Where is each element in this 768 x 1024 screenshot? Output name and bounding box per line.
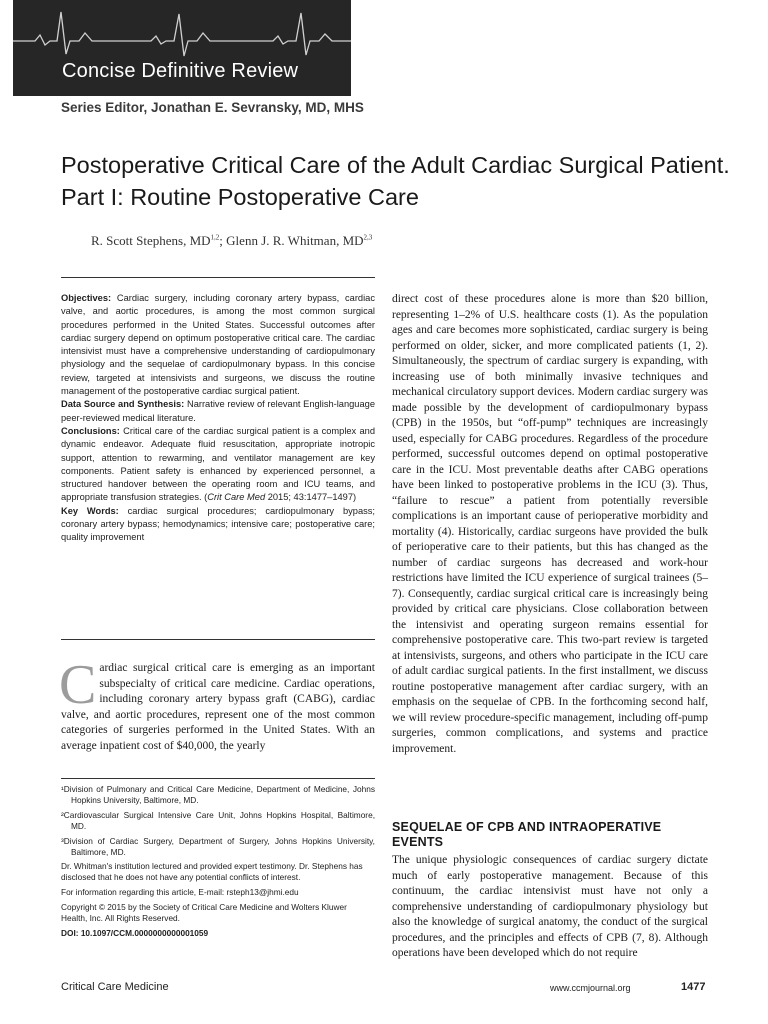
citation-details: 2015; 43:1477–1497) (265, 492, 357, 503)
abstract-objectives (61, 292, 375, 398)
body-paragraph: The unique physiologic consequences of cardiac surgery dictate much of early postoperative management. Because of this continuum, the cardiac intensivist must have not only a comprehensive understanding of cardiopulmonary physiology but also the knowledge of surgical anatomy, the conduct of the surgical procedures, and the principles and effects of CPB (7, 8). Although operations have been developed which do not require (392, 854, 708, 959)
objectives-label: Objectives: (61, 293, 112, 303)
author-list (91, 233, 372, 249)
article-title: Postoperative Critical Care of the Adult Cardiac Surgical Patient. Part I: Routine Postoperative Care (61, 152, 730, 210)
affiliation-note: ³Division of Cardiac Surgery, Department of Surgery, Johns Hopkins University, Baltimore, MD. (61, 835, 375, 857)
affiliation-note: ²Cardiovascular Surgical Intensive Care Unit, Johns Hopkins Hospital, Baltimore, MD. (61, 809, 375, 831)
affiliation-note: ¹Division of Pulmonary and Critical Care Medicine, Department of Medicine, Johns Hopkins University, Baltimore, MD. (61, 784, 375, 805)
divider (61, 639, 375, 640)
objectives-text: Cardiac surgery, including coronary artery bypass, cardiac valve, and aortic procedures, is among the most common surgical procedures performed in the United States. Successful outcomes after cardiac surgery depend on optimum postoperative critical care. The cardiac intensivist must have a comprehensive understanding of cardiopulmonary physiology and the sequelae of cardiopulmonary bypass. In this concise review, targeted at intensivists and surgeons, we discuss the routine management of the postoperative cardiac surgical patient. (61, 293, 375, 397)
body-text-column (392, 292, 708, 757)
journal-name: Critical Care Medicine (61, 981, 169, 993)
author-name: R. Scott Stephens, MD (91, 233, 211, 248)
conclusions-text: Critical care of the cardiac surgical patient is a complex and dynamic endeavor. Adequate fluid resuscitation, appropriate inotropic support, attention to rewarming, and ventilator management are key components. Patient safety is enhanced by experienced personnel, a structured handover between the operating room and ICU teams, and appropriate transfusion strategies. ( (61, 425, 375, 503)
author-name: Glenn J. R. Whitman, MD (226, 233, 364, 248)
section-heading: SEQUELAE OF CPB AND INTRAOPERATIVE EVENTS (392, 820, 662, 849)
journal-url: www.ccmjournal.org (550, 983, 631, 993)
banner-title: Concise Definitive Review (62, 60, 299, 82)
citation-journal: Crit Care Med (207, 492, 266, 503)
series-banner (13, 0, 351, 96)
abstract-conclusions (61, 425, 375, 505)
footnotes (61, 784, 375, 943)
drop-cap: C (59, 654, 97, 716)
doi: DOI: 10.1097/CCM.0000000000001059 (61, 927, 209, 938)
author-separator: ; (219, 233, 227, 248)
keywords-text: cardiac surgical procedures; cardiopulmonary bypass; coronary artery bypass; hemodynamics; intensive care; postoperative care; quality improvement (61, 505, 375, 543)
footnote-divider (61, 778, 375, 779)
data-source-label: Data Source and Synthesis: (61, 399, 185, 410)
intro-paragraph (59, 654, 375, 754)
contact-note: For information regarding this article, E-mail: rsteph13@jhmi.edu (61, 887, 299, 898)
keywords-label: Key Words: (61, 505, 119, 516)
body-paragraph: direct cost of these procedures alone is more than $20 billion, representing 1–2% of U.S. healthcare costs (1). As the population ages and care becomes more sophisticated, cardiac surgery is being performed on older, sicker, and more complicated patients (1, 2). Simultaneously, the spectrum of cardiac surgery is expanding, with increasing use of both minimally invasive techniques and mechanical circulatory support devices. Modern cardiac surgery was made possible by the development of cardiopulmonary bypass (CPB) in the 1950s, but “off-pump” techniques are increasingly used, especially for CABG procedures. Regardless of the procedure performed, successful outcomes depend on optimal postoperative care in the ICU. Most preventable deaths after CABG operations have been linked to postoperative problems in the ICU (3). Thus, “failure to rescue” a patient from potentially reversible complications is an important cause of perioperative morbidity and mortality (4). Historically, cardiac surgeons have provided the bulk of perioperative care to their patients, but this has changed as the number of cardiac surgeons has decreased and work-hour restrictions have limited the ICU experience of surgical trainees (5–7). Consequently, cardiac surgical critical care is increasingly being provided by critical care physicians. Close collaboration between the intensivist and operating surgeon remains essential for comprehensive postoperative care. This two-part review is targeted at intensivists, surgeons, and others who participate in the ICU care of adult cardiac surgical patients. In the first installment, we discuss routine postoperative management after cardiac surgery, with an emphasis on the sequelae of CPB. In the forthcoming second half, we will review procedure-specific management, including off-pump surgeries, common complications, and systems and practice improvement. (392, 293, 708, 755)
page-number: 1477 (681, 981, 706, 993)
copyright-note: Copyright © 2015 by the Society of Critical Care Medicine and Wolters Kluwer Health, Inc. All Rights Reserved. (61, 902, 347, 924)
disclosure-note: Dr. Whitman's institution lectured and provided expert testimony. Dr. Stephens has disclosed that he does not have any potential conflicts of interest. (61, 861, 363, 883)
abstract-keywords (61, 505, 375, 545)
conclusions-label: Conclusions: (61, 425, 120, 436)
data-source-text: Narrative review of relevant English-language peer-reviewed medical literature. (61, 399, 375, 423)
intro-text: ardiac surgical critical care is emerging as an important subspecialty of critical care medicine. Cardiac operations, including coronary artery bypass graft (CABG), cardiac valve, and aortic procedures, represent one of the most common categories of surgeries performed in the United States. With an average inpatient cost of $40,000, the yearly (61, 662, 375, 752)
series-editor: Series Editor, Jonathan E. Sevransky, MD, MHS (61, 100, 364, 115)
abstract (61, 292, 375, 545)
divider (61, 277, 375, 278)
author-affiliation: 1,2 (210, 233, 220, 242)
author-affiliation: 2,3 (363, 233, 373, 242)
abstract-data-source (61, 398, 375, 425)
